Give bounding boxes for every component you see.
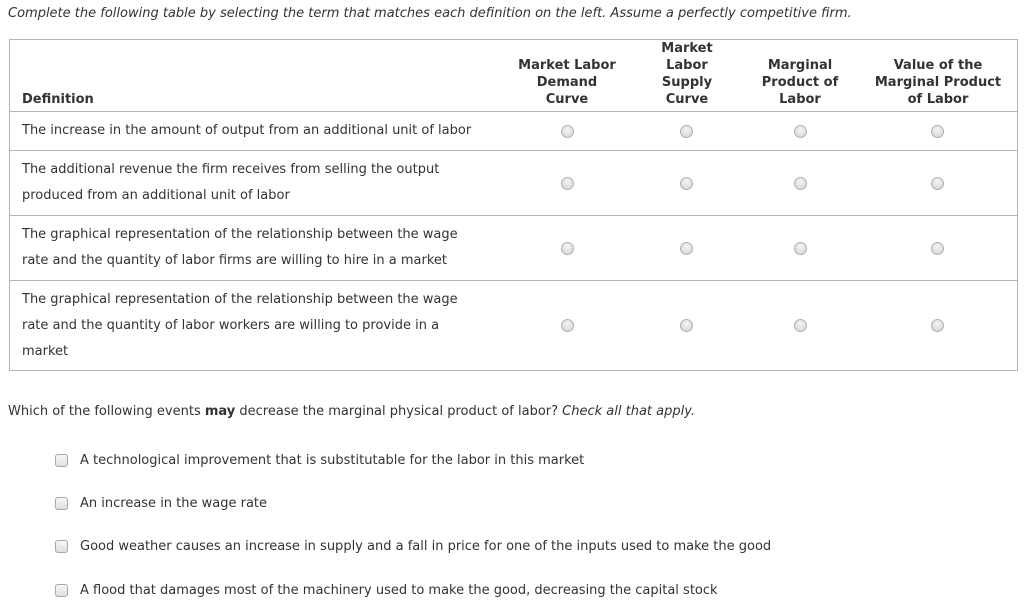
definition-text [22,222,492,274]
option-label: A flood that damages most of the machinery used to make the good, decreasing the capital stock [80,582,718,598]
column-header-value-of-marginal-product [863,40,1013,110]
table-row [10,151,1017,216]
column-header-line: Market Labor [518,58,616,73]
instructions-text: Complete the following table by selecting the term that matches each definition on the left. Assume a perfectly competitive firm. [8,6,852,21]
column-header-line: Demand [536,75,598,90]
question-text [8,404,695,419]
column-header-line: Curve [665,92,709,107]
option-item [55,495,267,511]
column-header-line: Marginal Product [874,75,1002,90]
option-label: A technological improvement that is substitutable for the labor in this market [80,452,585,468]
option-label: Good weather causes an increase in supply and a fall in price for one of the inputs used to make the good [80,538,772,554]
radio-button[interactable] [680,177,693,190]
column-header-marginal-product-of-labor [747,40,853,110]
question-emphasis: may [204,404,236,419]
table-row [10,216,1017,281]
option-item [55,538,771,554]
option-item [55,582,718,598]
definition-text [22,287,492,365]
column-header-line: Product of [761,75,839,90]
definition-line: rate and the quantity of labor firms are willing to hire in a market [22,253,448,268]
checkbox[interactable] [55,540,68,553]
option-label: An increase in the wage rate [80,495,268,511]
column-header-market-labor-supply-curve [637,40,737,110]
definition-line: The increase in the amount of output from an additional unit of labor [22,123,472,138]
radio-button[interactable] [561,125,574,138]
checkbox[interactable] [55,497,68,510]
table-row [10,281,1017,370]
column-header-market-labor-demand-curve [507,40,627,110]
definition-line: The graphical representation of the relationship between the wage [22,292,458,307]
matching-table [9,39,1018,371]
radio-button[interactable] [680,242,693,255]
question-middle: decrease the marginal physical product of labor? [235,404,563,419]
column-header-line: Supply [661,75,713,90]
radio-button[interactable] [794,177,807,190]
radio-button[interactable] [680,319,693,332]
column-header-line: Market [661,41,713,56]
radio-button[interactable] [561,319,574,332]
radio-button[interactable] [931,319,944,332]
checkbox[interactable] [55,584,68,597]
definition-text [22,157,492,209]
definition-line: The graphical representation of the relationship between the wage [22,227,458,242]
radio-button[interactable] [794,242,807,255]
radio-button[interactable] [931,177,944,190]
definition-line: market [22,344,69,359]
question-prefix: Which of the following events [8,404,205,419]
option-item [55,452,584,468]
column-header-line: Labor [779,92,821,107]
column-header-line: Curve [545,92,589,107]
table-header-row [10,40,1017,112]
checkbox[interactable] [55,454,68,467]
column-header-line: Marginal [767,58,833,73]
radio-button[interactable] [561,177,574,190]
radio-button[interactable] [794,319,807,332]
radio-button[interactable] [931,242,944,255]
definition-line: The additional revenue the firm receives from selling the output [22,162,440,177]
radio-button[interactable] [680,125,693,138]
definition-line: rate and the quantity of labor workers are willing to provide in a [22,318,440,333]
column-header-line: Value of the [893,58,983,73]
definition-line: produced from an additional unit of labor [22,188,290,203]
definition-column-header: Definition [22,92,94,107]
radio-button[interactable] [794,125,807,138]
radio-button[interactable] [561,242,574,255]
column-header-line: of Labor [907,92,969,107]
column-header-line: Labor [666,58,708,73]
radio-button[interactable] [931,125,944,138]
question-instruction: Check all that apply. [562,404,696,419]
definition-text [22,118,492,144]
table-row [10,112,1017,151]
